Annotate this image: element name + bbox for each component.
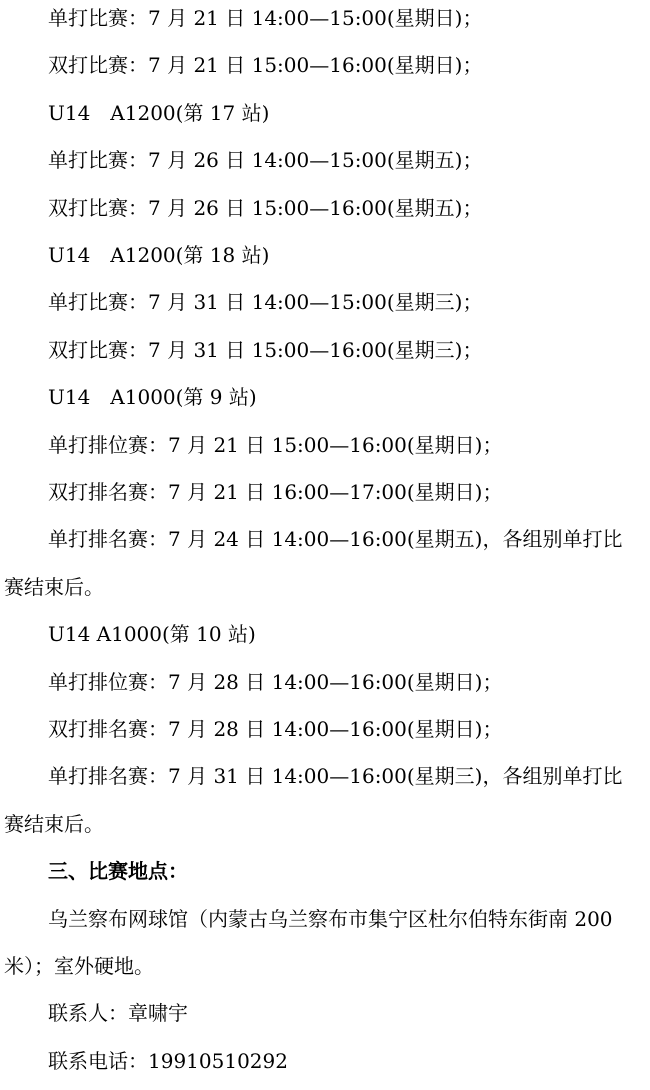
text-line: 单打排名赛：7 月 24 日 14:00—16:00(星期五)，各组别单打比 (48, 527, 623, 552)
section-subheading: U14 A1000(第 10 站) (48, 622, 256, 647)
text-line-continuation: 赛结束后。 (4, 811, 104, 836)
text-line: 单打比赛：7 月 21 日 14:00—15:00(星期日)； (48, 6, 483, 30)
contact-phone: 联系电话：19910510292 (48, 1048, 288, 1073)
text-line: 单打排位赛：7 月 28 日 14:00—16:00(星期日)； (48, 669, 503, 694)
text-line: 单打排位赛：7 月 21 日 15:00—16:00(星期日)； (48, 432, 503, 457)
section-subheading: U14 A1000(第 9 站) (48, 385, 257, 410)
text-line: 乌兰察布网球馆（内蒙古乌兰察布市集宁区杜尔伯特东街南 200 (48, 906, 613, 931)
text-line-continuation: 赛结束后。 (4, 574, 104, 599)
section-subheading: U14 A1200(第 18 站) (48, 243, 270, 267)
text-line: 单打排名赛：7 月 31 日 14:00—16:00(星期三)，各组别单打比 (48, 764, 623, 789)
text-line: 双打排名赛：7 月 28 日 14:00—16:00(星期日)； (48, 717, 503, 741)
text-line: 双打排名赛：7 月 21 日 16:00—17:00(星期日)； (48, 480, 503, 504)
text-line: 单打比赛：7 月 26 日 14:00—15:00(星期五)； (48, 148, 483, 173)
section-heading: 三、比赛地点： (48, 859, 188, 884)
section-subheading: U14 A1200(第 17 站) (48, 100, 270, 125)
text-line-continuation: 米）；室外硬地。 (4, 954, 154, 978)
text-line: 单打比赛：7 月 31 日 14:00—15:00(星期三)； (48, 290, 483, 315)
text-line: 双打比赛：7 月 26 日 15:00—16:00(星期五)； (48, 195, 483, 220)
text-line: 双打比赛：7 月 21 日 15:00—16:00(星期日)； (48, 53, 483, 78)
text-line: 双打比赛：7 月 31 日 15:00—16:00(星期三)； (48, 337, 483, 362)
contact-person: 联系人：章啸宇 (48, 1001, 188, 1026)
